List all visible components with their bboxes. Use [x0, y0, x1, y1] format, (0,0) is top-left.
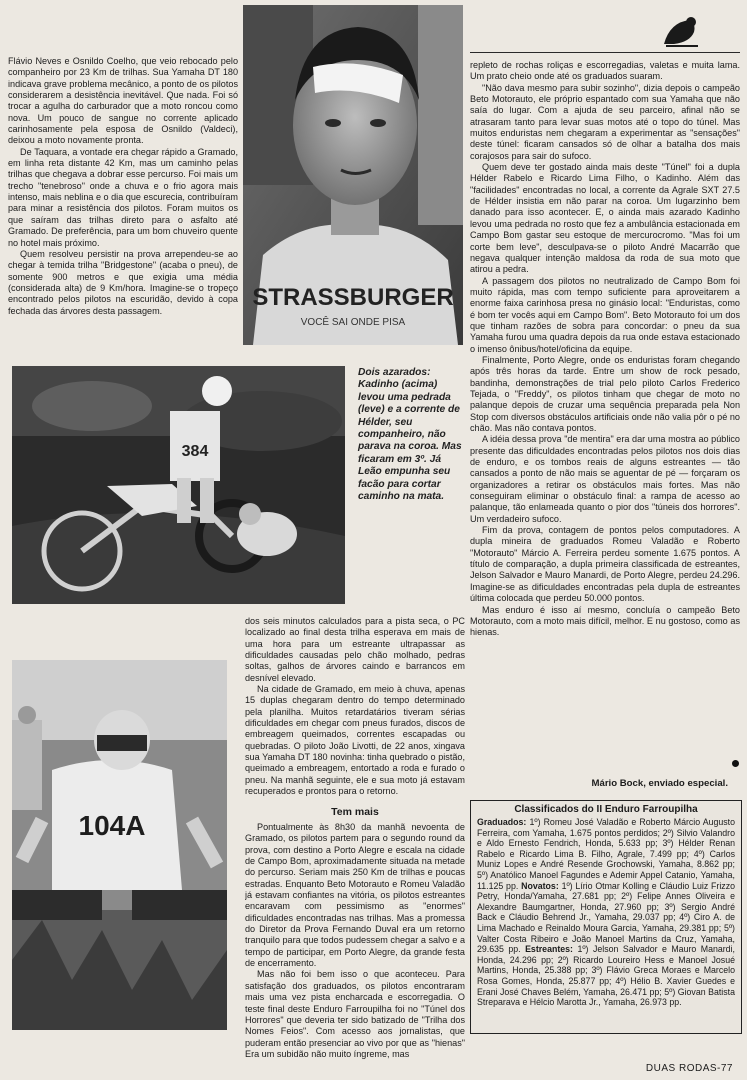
trail-photo [12, 366, 345, 604]
text-column-top-left [8, 56, 238, 346]
rider-bib-number: 104A [78, 810, 146, 841]
shirt-subtext: VOCÊ SAI ONDE PISA [300, 317, 406, 328]
novatos-results: 1º) Lírio Otmar Kolling e Cláudio Luiz Frizzo Petry, Honda/Yamaha, 27.681 pp; 2º) Felipe Annes Oliveira e Alexandre Baumgartner, Honda, 27.960 pp; 3º) Sergio André Back e Cláudio Behrend Jr., Yamaha, 29.037 pp; 4º) Ciro A. de Lima Machado e Reinaldo Moura Garcia, Yamaha, 29.381 pp; 5º) Valter Costa Ribeiro e João Manoel Martins da Cruz, Yamaha, 29.635 pp. [477, 880, 735, 955]
text-column-middle-bottom-2 [245, 822, 465, 1074]
results-box [470, 800, 742, 1034]
graduados-label: Graduados: [477, 817, 527, 827]
end-of-article-dot [732, 760, 739, 767]
header-rule [470, 52, 740, 53]
text-column-middle-bottom [245, 616, 465, 802]
paragraph: A passagem dos pilotos no neutralizado de Campo Bom foi muito rápida, mas com tempo suficiente para aproveitarem a enorme faixa carinhosa presa no ginásio local: "Enduristas, como é bom ter vocês aqui em Campo Bom". Beto Motorauto foi um dos que tinham razões de sobra para concordar: o pneu da sua Yamaha furou uma quadra depois da rua onde estava estacionado o imenso ônibus/hotel/oficina da equipe. [470, 275, 740, 354]
paragraph: Mas enduro é isso aí mesmo, concluía o campeão Beto Motorauto, com a moto mais difícil, melhor. E nu gostoso, como as hienas. [470, 604, 740, 638]
page-footer: DUAS RODAS-77 [645, 1063, 733, 1074]
estreantes-label: Estreantes: [525, 944, 573, 955]
paragraph: Pontualmente às 8h30 da manhã nevoenta de Gramado, os pilotos partem para o segundo round da prova, com destino a Porto Alegre e escala na cidade de Campo Bom, aproximadamente situada na metade do percurso. Seriam mais 250 Km de trilhas e poucas estradas. Enquanto Beto Motorauto e Romeu Valadão já estavam confiantes na vitória, os pilotos estreantes encaravam com pessimismo as "enormes" dificuldades encontradas nas trilhas. Mas a promessa do Diretor da Prova Fernando Duval era um retorno tranquilo para que todos pudessem chegar a salvo e a tempo de participar, em Porto Alegre, da grande festa de encerramento. [245, 822, 465, 969]
author-signature: Mário Bock, enviado especial. [591, 778, 728, 789]
paragraph: Quem deve ter gostado ainda mais deste "Túnel" foi a dupla Hélder Rabelo e Ricardo Lima Filho, o Kadinho. Além das "facilidades" encontradas no local, a corrente da Agrale SXT 27.5 de Hélder insistia em não parar na coroa. Um lugarzinho bem danado para isso acontecer. E, o ainda mais azarado Kadinho levou uma pedrada no rosto que fez a ambulância estacionada em Campo Bom gastar seu estoque de mercurocromo. "Mas foi um corte bem leve", desculpava-se o piloto André Macarrão que negava qualquer intenção maldosa da roda de sua moto que atirou a pedra. [470, 162, 740, 275]
portrait-photo [243, 5, 463, 345]
photo-caption: Dois azarados: Kadinho (acima) levou uma pedrada (leve) e a corrente de Hélder, seu companheiro, não parava na coroa. Mas ficaram em 3º. Já Leão empunha seu facão para cortar caminho na mata. [358, 367, 462, 503]
paragraph: Na cidade de Gramado, em meio à chuva, apenas 15 duplas chegaram dentro do tempo determinado pela planilha. Muitos retardatários tiveram sérias dificuldades em chegar com pneus furados, discos de embreagem queimados, correntes escapadas ou quebradas. O piloto João Livotti, de 22 anos, xingava sua Yamaha DT 180 novinha: tinha quebrado o pistão, queimado a embreagem, entortado a roda e furado o pneu. Na manhã seguinte, ele e sua moto já estavam recuperados e prontos para o retorno. [245, 684, 465, 797]
paragraph: Flávio Neves e Osnildo Coelho, que veio rebocado pelo companheiro por 23 Km de trilhas. Sua Yamaha DT 180 indicava grave problema mecânico, a ponto de os pilotos considerarem a desistência inevitável. Que nada. Foi só trocar a agulha do carburador que a moto roncou como nova. Um pouco de sangue no corrente aplicado carinhosamente pela esposa de Osnildo (Valdeci), deixou a moto novamente pronta. [8, 56, 238, 146]
text-column-right [470, 60, 740, 756]
paragraph: dos seis minutos calculados para a pista seca, o PC localizado ao final desta trilha esperava em mais de uma hora para um estreante ultrapassar as dificuldades causadas pelo chão molhado, pedras soltas, galhos de árvores caindo e barrancos em desnível elevado. [245, 616, 465, 683]
motorcycle-rider-logo-icon [660, 14, 700, 50]
paragraph: Finalmente, Porto Alegre, onde os enduristas foram chegando após três horas da tarde. Entre um show de rock pesado, bandinha, demonstrações de trial pelo piloto Carlos Frederico Tejada, o "Freddy", os pilotos tinham que chegar de moto no palanque depois de cruzar uma sequência preparada pela Non Stop com diversos obstáculos artificiais onde não valia pôr o pé no chão. Mas não contava pontos. [470, 354, 740, 433]
paragraph: repleto de rochas roliças e escorregadias, valetas e muita lama. Um prato cheio onde até os graduados suaram. [470, 60, 740, 82]
graduados-results: 1º) Romeu José Valadão e Roberto Márcio Augusto Ferreira, com Yamaha, 1.675 pontos perdidos; 2º) Silvio Valandro e Aldo Ernesto Fendrich, Honda, 5.633 pp; 3º) Hélder Renan Rabelo e Ricardo Lima B. Filho, Agrale, 7.499 pp; 4º) Carlos Muniz Lopes e André Resende Grochowski, Yamaha, 8.862 pp; 5º) Anatólico Manoel Fagundes e Ademir Appel Catanio, Yamaha, 11.125 pp. [477, 817, 736, 891]
results-body [471, 815, 741, 1010]
paragraph: "Não dava mesmo para subir sozinho", dizia depois o campeão Beto Motorauto, ele próprio espantado com sua Yamaha que não saía do lugar. Com a ajuda de seu parceiro, afinal não se atrasaram tanto para levar suas motos até o topo do túnel. Mas muitos enduristas nem chegaram a experimentar as "sensações" deste túnel: ficaram cansados só de olhar a batalha dos mais corajosos para sair do sufoco. [470, 82, 740, 161]
paragraph: Mas não foi bem isso o que aconteceu. Para satisfação dos graduados, os pilotos encontraram mais uma vez pista encharcada e escorregadia. O teste final deste Enduro Farroupilha foi no "Túnel dos Horrores" que deveria ter sido batizado de "Trilha dos Nomes Feios". Com acesso aos jornalistas, que puderam então presenciar ao vivo por que as "hienas" Era um subidão não muito íngreme, mas [245, 969, 465, 1059]
shirt-text: STRASSBURGER [252, 284, 454, 311]
section-subheading: Tem mais [331, 806, 379, 818]
estreantes-results: 1º) Jelson Salvador e Mauro Manardi, Honda, 24.296 pp; 2º) Ricardo Loureiro Hess e Manoel Josué Martins, Honda, 25.388 pp; 3º) Flávio Greca Moraes e Marcelo Rosa Gomes, Honda, 25.877 pp; 4º) Hélio B. Xavier Guedes e Erani José Chaves Belém, Yamaha, 26.471 pp; 5º) Giovan Batista Streparava e Hélcio Marotta Jr., Yamaha, 26.973 pp. [477, 944, 735, 1008]
paragraph: De Taquara, a vontade era chegar rápido a Gramado, em linha reta distante 42 Km, mas um caminho pelas trilhas que chegava a dobrar esse percurso. Foi mais um trecho "tenebroso" onde a chuva e o frio agora mais intenso, mais neblina e o dia que escurecia, contribuíram para minar a resistência dos pilotos. Foram muitos os que saíram das trilhas direto para o asfalto até Gramado. De preferência, para um bom chuveiro quente no hotel mais próximo. [8, 146, 238, 248]
rider-photo [12, 660, 227, 1030]
results-title: Classificados do II Enduro Farroupilha [514, 804, 698, 815]
paragraph: Fim da prova, contagem de pontos pelos computadores. A dupla mineira de graduados Romeu Valadão e Roberto "Motorauto" Márcio A. Ferreira perdeu somente 1.675 pontos. A título de comparação, a dupla primeira classificada de estreantes, Jelson Salvador e Mauro Manardi, de Porto Alegre, perdeu 24.296. Imagine-se as dificuldades encontradas pela dupla de estreantes última colocada que perdeu 50.000 pontos. [470, 525, 740, 604]
paragraph: Quem resolveu persistir na prova arrependeu-se ao chegar à temida trilha "Bridgestone" (acaba o pneu), de somente 900 metros e que exigia uma média (considerada alta) de 9 Km/hora. Imagine-se o tropeço encontrado pelos pilotos na escuridão, devido à copa fechada das árvores desta passagem. [8, 248, 238, 316]
rider-bib-number: 384 [181, 443, 209, 460]
paragraph: A idéia dessa prova "de mentira" era dar uma mostra ao público presente das dificuldades encontradas pelos pilotos nos dois dias de enduro, e os tombos reais de alguns estreantes — tão cansados a ponto de não mais se aguentar de pé — forçaram os organizadores a retirar os obstáculos mais fortes. Mas não conseguiram eliminar o obstáculo final: a rampa de acesso ao palanque, tão enlameada quanto o pior dos "túneis dos horrores". Um verdadeiro sufoco. [470, 434, 740, 524]
novatos-label: Novatos: [521, 880, 559, 891]
